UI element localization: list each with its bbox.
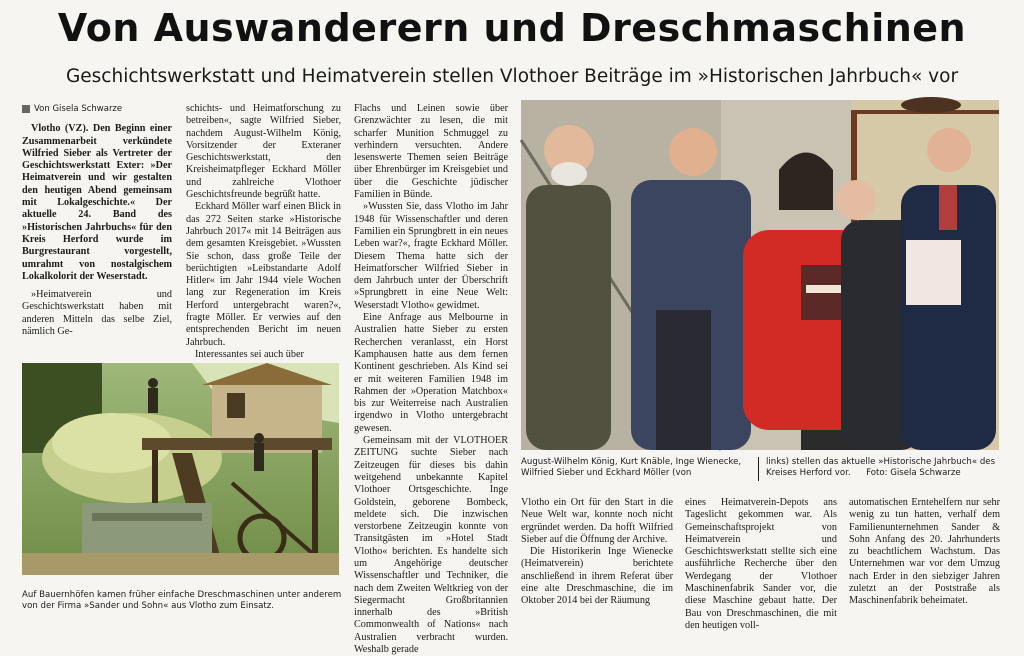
paragraph: »Wussten Sie, dass Vlotho im Jahr 1948 für Wissenschaftler und deren Familien ein Sprungbrett in ein neues Leben war?«, fragte Eckhard Möller. Diesem Thema hatte sich der Heimatforscher Wilfried Sieber in dem Jahrbuch unter der Überschrift »Sprungbrett in eine Neue Welt: Weserstadt Vlotho« gewidmet. [354, 201, 508, 311]
group-photo-image [521, 100, 999, 450]
paragraph: automatischen Erntehelfern nur sehr wenig zu tun hatten, verhalf dem Familienunternehmen Sander & Sohn Anfang des 20. Jahrhunderts zu beachtlichem Wachstum. Das Unternehmen war vor dem Umzug nach Erder in den siebziger Jahren zuletzt an der Poststraße als Maschinenfabrik beheimatet. [849, 497, 1000, 607]
right-photo-caption-1: August-Wilhelm König, Kurt Knäble, Inge Wienecke, Wilfried Sieber und Eckhard Möller (von [521, 457, 742, 478]
paragraph: Vlotho ein Ort für den Start in die Neue Welt war, konnte noch nicht ergründet werden. Da hofft Wilfried Sieber auf die Öffnung der Archive. [521, 497, 673, 545]
paragraph: »Heimatverein und Geschichtswerkstatt haben mit anderen Mitteln das selbe Ziel, nämlich Ge- [22, 289, 172, 338]
group-photo [521, 100, 999, 450]
column-2 [186, 103, 341, 361]
column-4 [521, 497, 673, 611]
lead-paragraph: Vlotho (VZ). Den Beginn einer Zusammenarbeit verkündete Wilfried Sieber als Vertreter der Geschichtswerkstatt Exter: »Der Heimatverein und wir gestalten den heutigen Abend gemeinsam mit Lokalgeschichte.« Der aktuelle 24. Band des »Historischen Jahrbuchs« für den Kreis Herford wurde im Burgrestaurant vorgestellt, umrahmt von nostalgischem Lokalkolorit der Weserstadt. [22, 123, 172, 282]
paragraph: Eine Anfrage aus Melbourne in Australien hatte Sieber zu ersten Recherchen veranlasst, ein Horst Kamphausen hatte aus dem fernen Kontinent geschrieben. Als Kind sei er mit weiteren Familien 1948 im Rahmen der »Operation Matchbox« bis zur Weiterreise nach Australien irgendwo in Vlotho untergebracht gewesen. [354, 312, 508, 434]
column-3 [354, 103, 508, 656]
caption-text: links) stellen das aktuelle »Historische Jahrbuch« des Kreises Herford vor. [766, 457, 996, 478]
paragraph: Die Historikerin Inge Wienecke (Heimatverein) berichtete anschließend in ihrem Referat über eine alte Dreschmaschine, die im Oktober 2014 bei der Räumung [521, 546, 673, 607]
caption-divider [758, 457, 759, 481]
threshing-machine-image [22, 363, 339, 575]
paragraph: eines Heimatverein-Depots ans Tageslicht gekommen war. Als Gemeinschaftsprojekt von Heimatverein und Geschichtswerkstatt stellte sich eine ausführliche Recherche über den Werdegang der Vlothoer Maschinenfabrik Sander vor, die diese Maschine gebaut hatte. Der Bau von Dreschmaschinen, die mit den heutigen voll- [685, 497, 837, 631]
paragraph: schichts- und Heimatforschung zu betreiben«, sagte Wilfried Sieber, nachdem August-Wilhelm König, Vorsitzender der Exteraner Geschichtswerkstatt, den Kreisheimatpfleger Eckhard Möller und zahlreiche Vlothoer Geschichtsfreunde begrüßt hatte. [186, 103, 341, 201]
paragraph: Interessantes sei auch über [195, 348, 304, 360]
subheadline: Geschichtswerkstatt und Heimatverein stellen Vlothoer Beiträge im »Historischen Jahrbuch« vor [65, 66, 959, 87]
column-5 [685, 497, 837, 631]
byline [22, 103, 172, 115]
paragraph: Flachs und Leinen sowie über Grenzwächter zu lesen, die mit scharfer Munition Schmuggel zu verhindern versuchten. Andere lesenswerte Themen seien Beiträge über Ehrenbürger im Kreisgebiet und über die Geschichte jüdischer Familien in Bünde. [354, 103, 508, 201]
threshing-machine-photo [22, 363, 339, 575]
right-photo-caption-2 [766, 457, 1000, 479]
column-6 [849, 497, 1000, 611]
paragraph: Gemeinsam mit der VLOTHOER ZEITUNG suchte Sieber nach Zeitzeugen für dieses bis dahin weitgehend unbekannte Kapitel Vlothoer Ortsgeschichte. Inge Goldstein, geborene Bombeck, meldete sich. Die inzwischen verstorbene Zeitzeugin konnte von Transitgästen im »Hotel Stadt Vlotho« berichten. Es handelte sich um Angehörige deutscher Wissenschaftler und Techniker, die nach dem Zweiten Weltkrieg von der Siegermacht Großbritannien innerhalb des »British Commonwealth of Nations« nach Australien verbracht wurden. Weshalb gerade [354, 435, 508, 656]
left-photo-caption: Auf Bauernhöfen kamen früher einfache Dreschmaschinen unter anderem von der Firma »Sander und Sohn« aus Vlotho zum Einsatz. [22, 590, 342, 611]
paragraph: Eckhard Möller warf einen Blick in das 272 Seiten starke »Historische Jahrbuch 2017« mit 14 Beiträgen aus dem gesamten Kreisgebiet. »Wussten Sie schon, dass große Teile der berüchtigten »Leibstandarte Adolf Hitler« im Jahr 1944 viele Wochen lang zur Regeneration im Kreis Herford untergebracht waren?«, fragte Möller. Er verwies auf den entsprechenden Bericht im neuen Jahrbuch. [186, 201, 341, 348]
headline: Von Auswanderern und Dreschmaschinen [57, 6, 967, 50]
column-1 [22, 103, 172, 363]
byline-marker-icon [22, 105, 30, 113]
byline-text: Von Gisela Schwarze [34, 104, 123, 114]
photo-credit: Foto: Gisela Schwarze [866, 468, 961, 478]
